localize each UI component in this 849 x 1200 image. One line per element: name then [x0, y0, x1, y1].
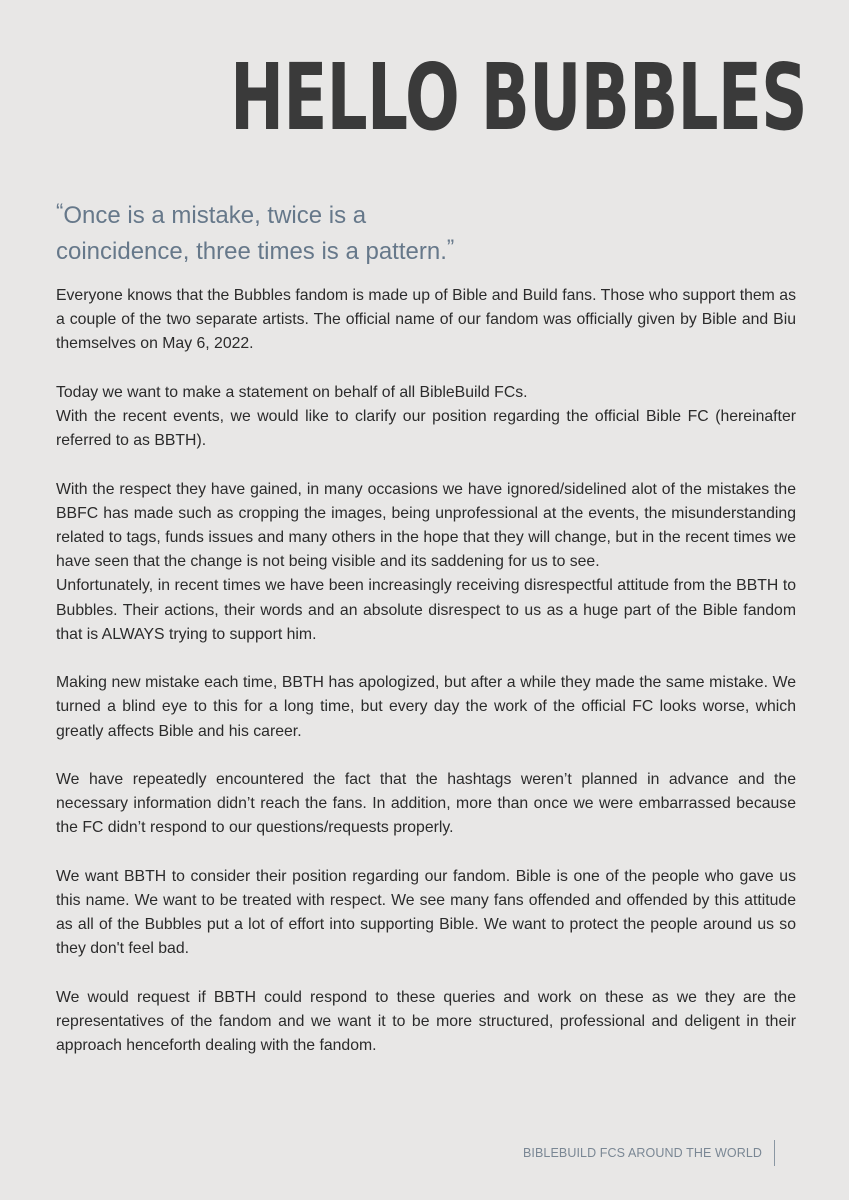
paragraph-position: With the recent events, we would like to clarify our position regarding the official Bible FC (hereinafter referred to as BBTH). — [56, 408, 796, 450]
paragraph-disrespect: Unfortunately, in recent times we have been increasingly receiving disrespectful attitude from the BBTH to Bubbles. Their actions, their words and an absolute disrespect to us as a huge part of the Bible fandom that is ALWAYS trying to support him. — [56, 577, 796, 643]
close-quote-mark: ” — [446, 235, 455, 260]
paragraph-mistakes: Making new mistake each time, BBTH has apologized, but after a while they made the same mistake. We turned a blind eye to this for a long time, but every day the work of the official FC looks worse, which greatly affects Bible and his career. — [56, 674, 796, 740]
paragraph-statement: Today we want to make a statement on behalf of all BibleBuild FCs. — [56, 383, 528, 401]
open-quote-mark: “ — [56, 199, 64, 224]
paragraph-respect: With the respect they have gained, in many occasions we have ignored/sidelined alot of the mistakes the BBFC has made such as cropping the images, being unprofessional at the events, the misunderstanding related to tags, funds issues and many others in the hope that they will change, but in the recent times we have seen that the change is not being visible and its saddening for us to see. — [56, 480, 796, 571]
footer-text: BIBLEBUILD FCS AROUND THE WORLD — [522, 1146, 762, 1160]
statement-body — [56, 284, 796, 1083]
quote-line-1 — [56, 196, 526, 232]
pull-quote — [56, 196, 526, 268]
paragraph-hashtags: We have repeatedly encountered the fact that the hashtags weren’t planned in advance and the necessary information didn’t reach the fans. In addition, more than once we were embarrassed because the FC didn’t respond to our questions/requests properly. — [56, 771, 796, 837]
paragraph-fandom-position: We want BBTH to consider their position regarding our fandom. Bible is one of the people who gave us this name. We want to be treated with respect. We see many fans offended and offended by this attitude as all of the Bubbles put a lot of effort into supporting Bible. We want to protect the people around us so they don't feel bad. — [56, 867, 796, 958]
quote-line-2 — [56, 232, 526, 268]
paragraph-intro: Everyone knows that the Bubbles fandom is made up of Bible and Build fans. Those who support them as a couple of the two separate artists. The official name of our fandom was officially given by Bible and Biu themselves on May 6, 2022. — [56, 287, 796, 353]
paragraph-request: We would request if BBTH could respond to these queries and work on these as we they are the representatives of the fandom and we want it to be more structured, professional and deligent in their approach henceforth dealing with the fandom. — [56, 988, 796, 1055]
quote-text-2: coincidence, three times is a pattern. — [56, 238, 447, 265]
quote-text-1: Once is a mistake, twice is a — [63, 202, 367, 229]
page-title: HELLO BUBBLES — [230, 44, 807, 151]
footer-divider — [774, 1140, 775, 1166]
footer — [523, 1140, 775, 1166]
